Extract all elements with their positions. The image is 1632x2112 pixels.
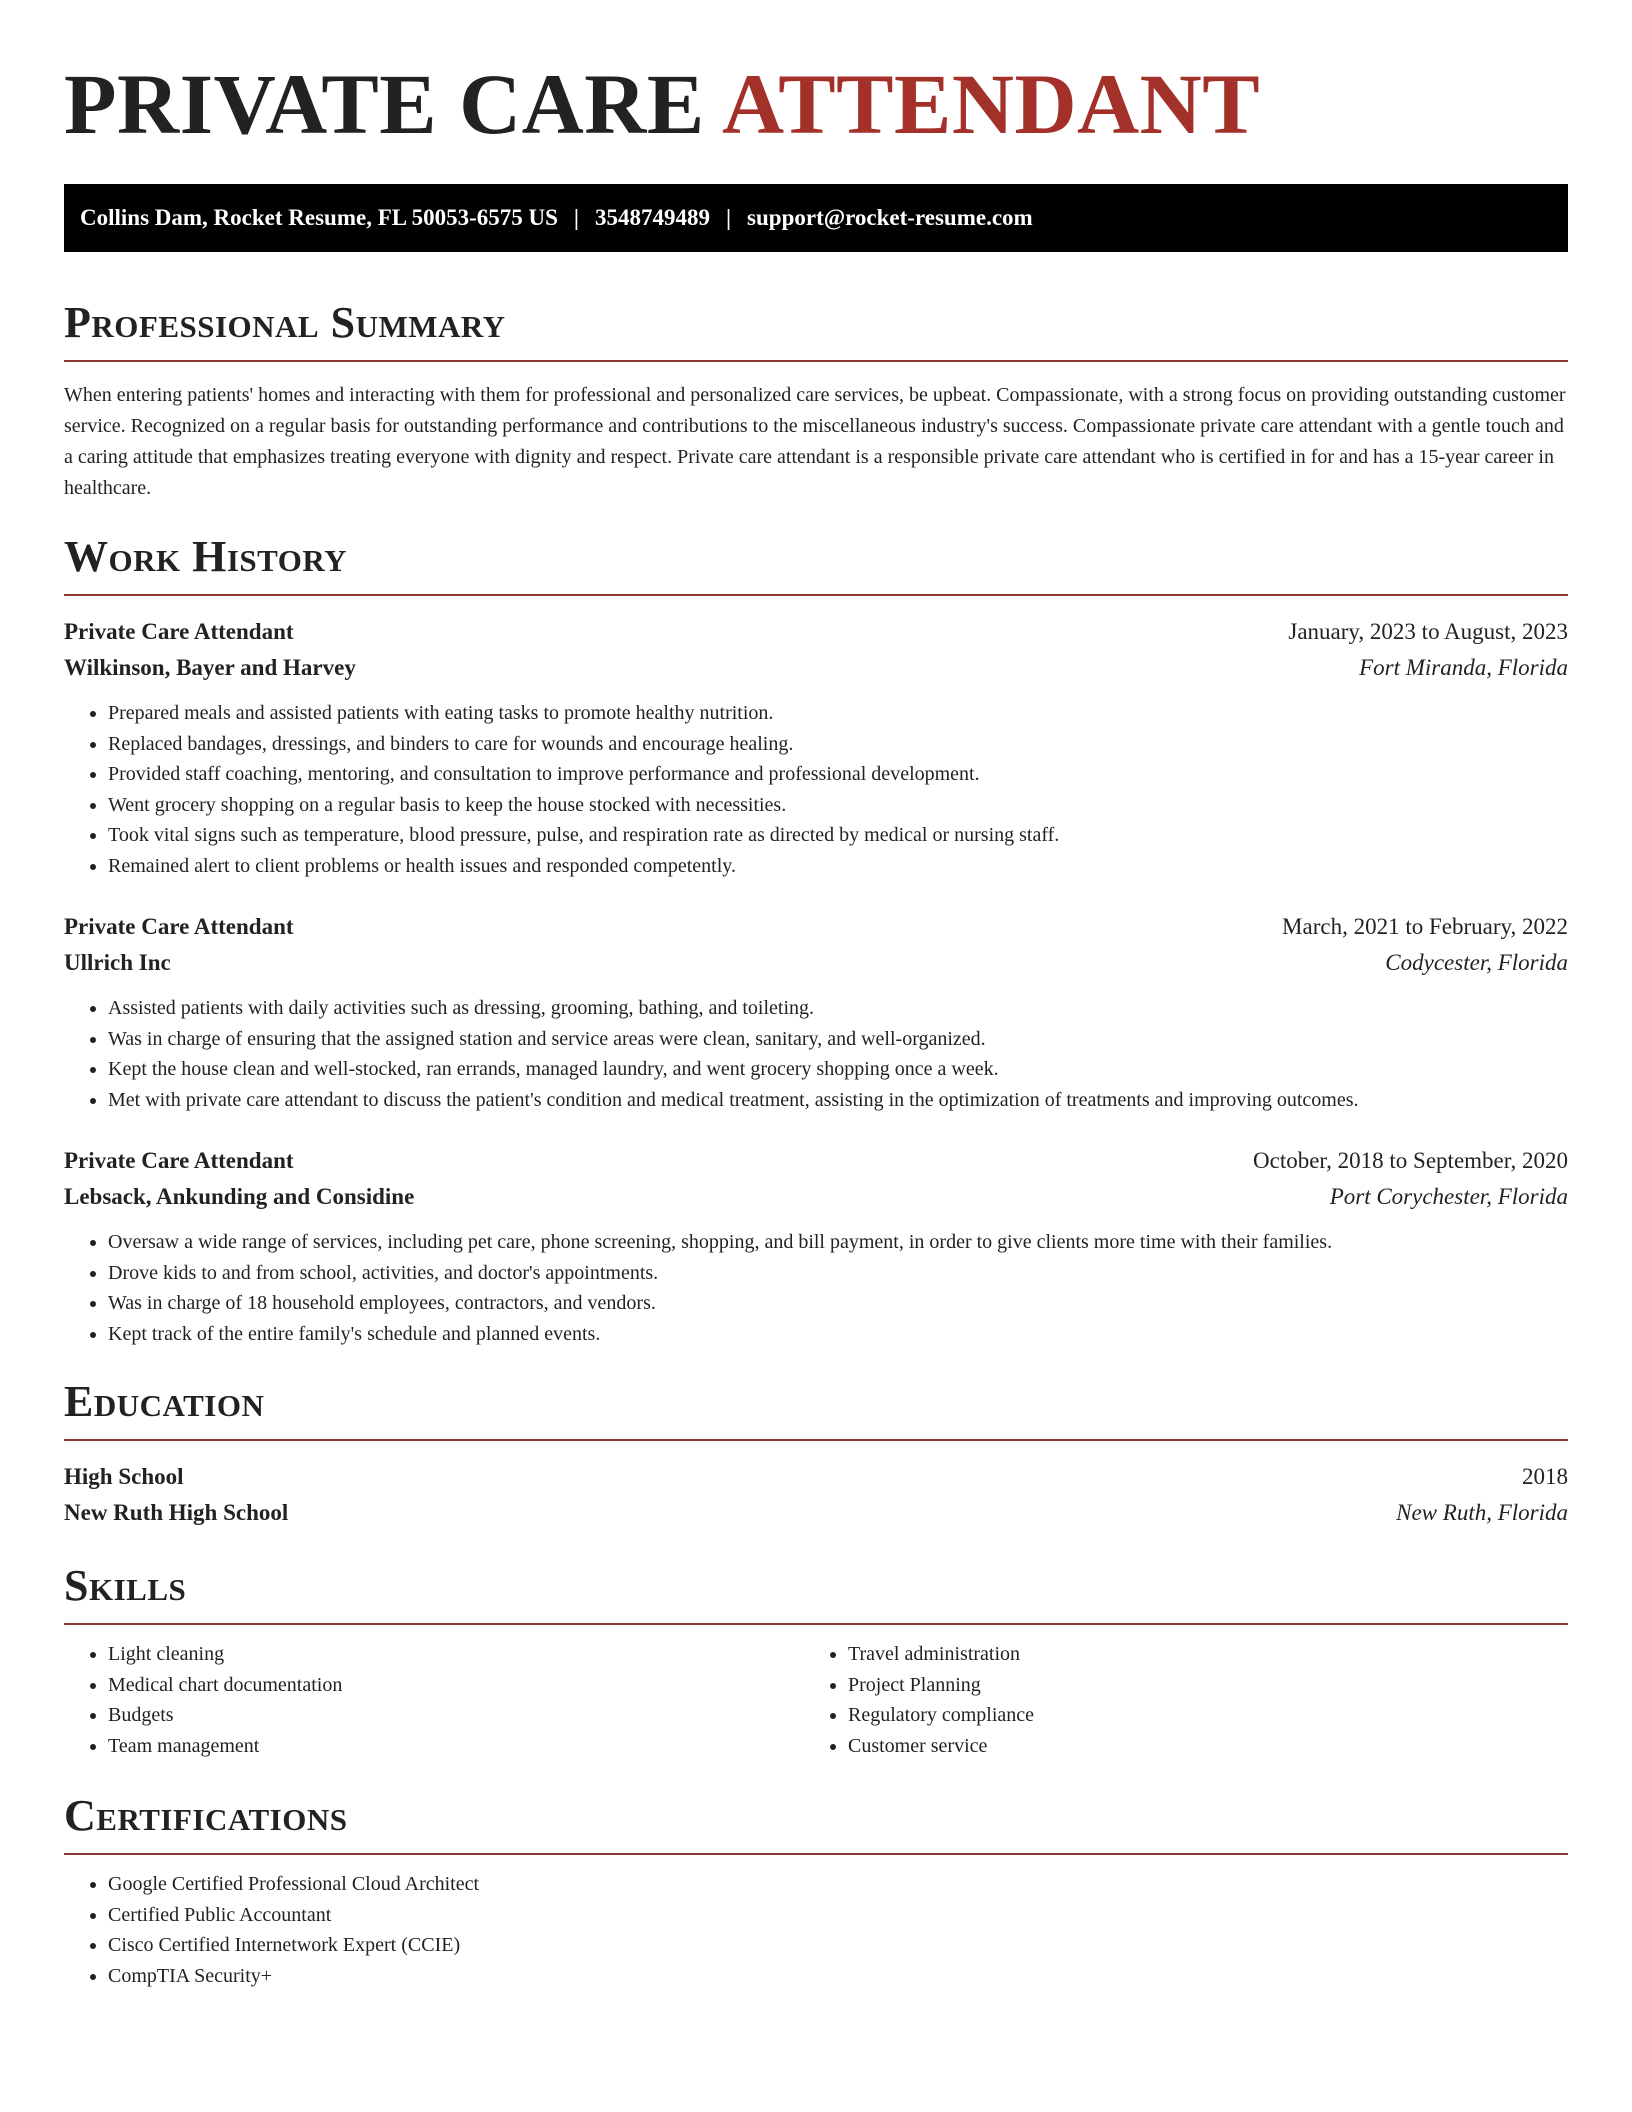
- list-item: • Kept the house clean and well-stocked, ran errands, managed laundry, and went grocery shopping once a week.: [108, 1054, 1568, 1085]
- contact-bar: [64, 184, 1568, 252]
- job-location: Codycester, Florida: [1385, 950, 1568, 975]
- contact-address: Collins Dam, Rocket Resume, FL 50053-6575 US: [80, 205, 558, 230]
- list-item: • Was in charge of 18 household employees, contractors, and vendors.: [108, 1288, 1568, 1319]
- education-heading: Education: [64, 1377, 265, 1426]
- certifications-list: [64, 1869, 1568, 1991]
- education-location: New Ruth, Florida: [1396, 1500, 1568, 1525]
- list-item: • Kept track of the entire family's schedule and planned events.: [108, 1319, 1568, 1350]
- education-school: New Ruth High School: [64, 1500, 289, 1525]
- job-company: Ullrich Inc: [64, 950, 171, 975]
- skills-column-left: [64, 1639, 804, 1761]
- title-part-1: PRIVATE CARE: [64, 56, 705, 152]
- contact-separator: |: [725, 205, 732, 230]
- list-item: • Budgets: [108, 1700, 804, 1731]
- job-title: Private Care Attendant: [64, 1148, 294, 1173]
- job-dates: October, 2018 to September, 2020: [1253, 1148, 1568, 1173]
- list-item: • Project Planning: [848, 1670, 1544, 1701]
- job-bullet-list: [64, 698, 1568, 881]
- job-entry: [64, 1143, 1568, 1349]
- list-item: • Travel administration: [848, 1639, 1544, 1670]
- list-item: • Remained alert to client problems or health issues and responded competently.: [108, 851, 1568, 882]
- contact-email: support@rocket-resume.com: [747, 205, 1033, 230]
- section-divider: [64, 360, 1568, 362]
- list-item: • Medical chart documentation: [108, 1670, 804, 1701]
- skills-list: [64, 1639, 804, 1761]
- job-bullet-list: [64, 1227, 1568, 1349]
- work-history-heading: Work History: [64, 532, 348, 581]
- skills-column-right: [804, 1639, 1544, 1761]
- job-entry: [64, 614, 1568, 881]
- list-item: • CompTIA Security+: [108, 1961, 1568, 1992]
- education-section: [64, 1377, 1568, 1531]
- education-year: 2018: [1522, 1464, 1568, 1489]
- skills-heading: Skills: [64, 1561, 187, 1610]
- contact-separator: |: [573, 205, 579, 230]
- list-item: • Customer service: [848, 1731, 1544, 1762]
- section-divider: [64, 1853, 1568, 1855]
- job-title: Private Care Attendant: [64, 619, 294, 644]
- job-entry: [64, 909, 1568, 1115]
- resume-title: [64, 0, 1568, 152]
- skills-list: [804, 1639, 1544, 1761]
- list-item: • Certified Public Accountant: [108, 1900, 1568, 1931]
- list-item: • Google Certified Professional Cloud Architect: [108, 1869, 1568, 1900]
- skills-section: [64, 1561, 1568, 1761]
- list-item: • Regulatory compliance: [848, 1700, 1544, 1731]
- education-degree: High School: [64, 1464, 184, 1489]
- list-item: • Provided staff coaching, mentoring, and consultation to improve performance and professional development.: [108, 759, 1568, 790]
- list-item: • Prepared meals and assisted patients with eating tasks to promote healthy nutrition.: [108, 698, 1568, 729]
- job-company: Lebsack, Ankunding and Considine: [64, 1184, 415, 1209]
- section-divider: [64, 1439, 1568, 1441]
- job-bullet-list: [64, 993, 1568, 1115]
- summary-section: [64, 298, 1568, 504]
- list-item: • Drove kids to and from school, activities, and doctor's appointments.: [108, 1258, 1568, 1289]
- job-dates: March, 2021 to February, 2022: [1282, 914, 1568, 939]
- certifications-heading: Certifications: [64, 1791, 348, 1840]
- title-part-2: ATTENDANT: [722, 56, 1261, 152]
- list-item: • Light cleaning: [108, 1639, 804, 1670]
- job-company: Wilkinson, Bayer and Harvey: [64, 655, 356, 680]
- summary-text: When entering patients' homes and interacting with them for professional and personalized care services, be upbeat. Compassionate, with a strong focus on providing outstanding customer service. Recognized on a regular basis for outstanding performance and contributions to the miscellaneous industry's success. Compassionate private care attendant with a gentle touch and a caring attitude that emphasizes treating everyone with dignity and respect. Private care attendant is a responsible private care attendant who is certified in for and has a 15-year career in healthcare.: [64, 384, 1566, 499]
- list-item: • Assisted patients with daily activities such as dressing, grooming, bathing, and toileting.: [108, 993, 1568, 1024]
- job-location: Port Corychester, Florida: [1329, 1184, 1568, 1209]
- list-item: • Cisco Certified Internetwork Expert (CCIE): [108, 1930, 1568, 1961]
- job-location: Fort Miranda, Florida: [1359, 655, 1568, 680]
- list-item: • Oversaw a wide range of services, including pet care, phone screening, shopping, and bill payment, in order to give clients more time with their families.: [108, 1227, 1568, 1258]
- list-item: • Took vital signs such as temperature, blood pressure, pulse, and respiration rate as directed by medical or nursing staff.: [108, 820, 1568, 851]
- contact-phone: 3548749489: [594, 205, 710, 230]
- work-history-section: [64, 532, 1568, 1349]
- summary-heading: Professional Summary: [64, 298, 506, 347]
- list-item: • Met with private care attendant to discuss the patient's condition and medical treatment, assisting in the optimization of treatments and improving outcomes.: [108, 1085, 1568, 1116]
- skills-grid: [64, 1639, 1568, 1761]
- job-dates: January, 2023 to August, 2023: [1288, 619, 1568, 644]
- list-item: • Replaced bandages, dressings, and binders to care for wounds and encourage healing.: [108, 729, 1568, 760]
- section-divider: [64, 594, 1568, 596]
- list-item: • Team management: [108, 1731, 804, 1762]
- list-item: • Was in charge of ensuring that the assigned station and service areas were clean, sanitary, and well-organized.: [108, 1024, 1568, 1055]
- list-item: • Went grocery shopping on a regular basis to keep the house stocked with necessities.: [108, 790, 1568, 821]
- job-title: Private Care Attendant: [64, 914, 294, 939]
- certifications-section: [64, 1791, 1568, 1991]
- section-divider: [64, 1623, 1568, 1625]
